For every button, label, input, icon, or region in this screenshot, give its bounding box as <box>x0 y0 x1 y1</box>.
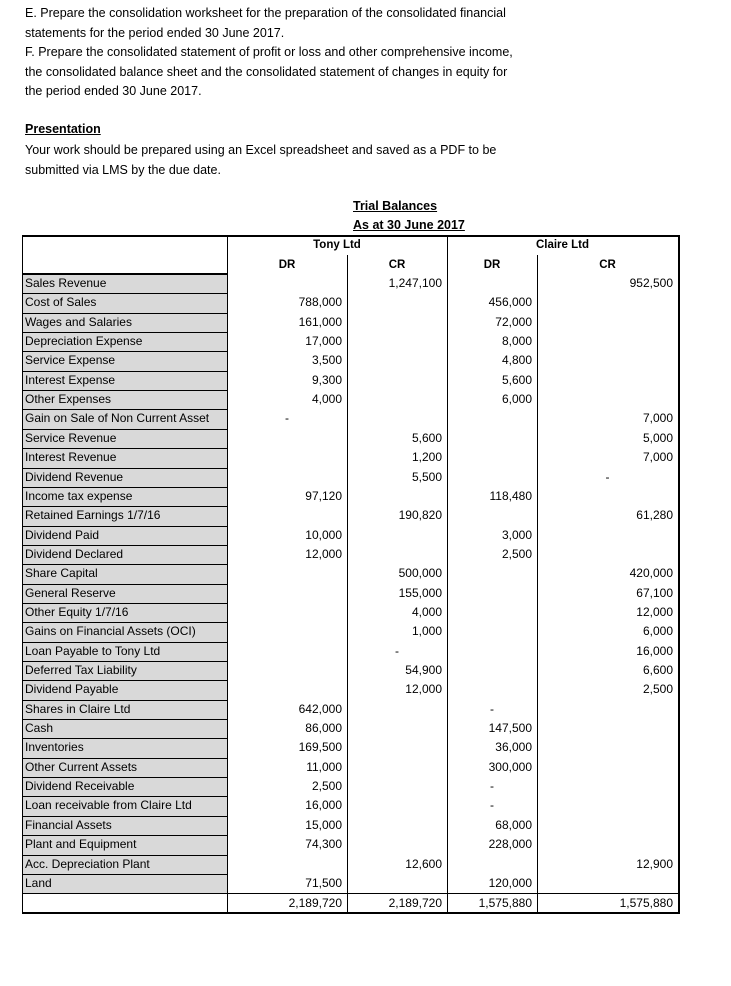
total-t-cr: 2,189,720 <box>388 896 442 911</box>
cell-c-dr: - <box>490 701 494 716</box>
row-label: Income tax expense <box>25 488 133 503</box>
instruction-line: the consolidated balance sheet and the consolidated statement of changes in equity for <box>25 64 508 79</box>
row-label: Dividend Declared <box>25 546 124 561</box>
cell-t-dr: 71,500 <box>305 875 342 890</box>
cell-t-dr: 9,300 <box>311 372 342 387</box>
cell-t-dr: 788,000 <box>298 295 342 310</box>
cell-t-dr: 16,000 <box>305 798 342 813</box>
row-label: Dividend Revenue <box>25 469 124 484</box>
row-label: Service Expense <box>25 353 116 368</box>
cell-c-dr: 228,000 <box>488 837 532 852</box>
cell-c-cr: 6,600 <box>642 663 673 677</box>
cell-c-dr: 68,000 <box>495 817 532 832</box>
cell-t-dr: 12,000 <box>305 546 342 561</box>
instructions <box>25 4 585 102</box>
row-label: Land <box>25 875 52 890</box>
cell-t-dr: 15,000 <box>305 817 342 832</box>
cell-t-cr: 500,000 <box>398 566 442 581</box>
cell-c-cr: 67,100 <box>636 585 673 600</box>
cell-c-dr: 300,000 <box>488 759 532 774</box>
cell-t-dr: 169,500 <box>298 740 342 755</box>
cell-c-cr: 5,000 <box>642 430 673 445</box>
presentation-heading: Presentation <box>25 122 101 136</box>
cell-c-dr: 8,000 <box>501 334 532 349</box>
row-label: Wages and Salaries <box>25 314 132 329</box>
row-label: Deferred Tax Liability <box>25 663 137 677</box>
cell-c-dr: 4,800 <box>501 353 532 368</box>
cell-t-dr: 17,000 <box>305 334 342 349</box>
row-label: General Reserve <box>25 585 116 600</box>
row-label: Other Current Assets <box>25 759 138 774</box>
cell-c-dr: 118,480 <box>489 488 532 503</box>
row-label: Acc. Depreciation Plant <box>25 856 150 871</box>
row-label: Service Revenue <box>25 430 117 445</box>
row-line <box>22 893 227 894</box>
cell-t-cr: 12,600 <box>405 856 442 871</box>
row-label: Gains on Financial Assets (OCI) <box>25 624 196 639</box>
cell-t-dr: 10,000 <box>305 527 342 542</box>
row-label: Share Capital <box>25 566 98 581</box>
column-header-dr: DR <box>483 259 501 271</box>
row-label: Interest Revenue <box>25 450 117 465</box>
column-header-dr: DR <box>278 259 296 271</box>
row-label: Interest Expense <box>25 372 116 387</box>
presentation-body <box>25 141 585 180</box>
cell-t-dr: - <box>285 411 289 426</box>
cell-t-dr: 4,000 <box>311 392 342 407</box>
column-header-cr: CR <box>599 259 616 271</box>
instruction-line: the period ended 30 June 2017. <box>25 84 202 98</box>
instruction-line: F. Prepare the consolidated statement of profit or loss and other comprehensive income, <box>25 45 513 59</box>
cell-c-dr: 72,000 <box>495 314 532 329</box>
cell-t-dr: 97,120 <box>305 488 342 503</box>
row-label: Retained Earnings 1/7/16 <box>25 508 161 523</box>
cell-c-dr: 456,000 <box>488 295 532 310</box>
instruction-line: statements for the period ended 30 June 2017. <box>25 25 285 40</box>
cell-c-cr: 952,500 <box>629 276 673 290</box>
cell-t-cr: 1,200 <box>411 450 442 465</box>
row-label: Loan Payable to Tony Ltd <box>25 643 161 658</box>
cell-t-cr: - <box>395 643 399 658</box>
row-label: Loan receivable from Claire Ltd <box>25 798 192 813</box>
total-t-dr: 2,189,720 <box>288 896 342 911</box>
cell-c-cr: 12,900 <box>636 856 673 871</box>
cell-c-cr: 16,000 <box>636 643 673 658</box>
row-label: Dividend Payable <box>25 682 119 697</box>
row-label: Cost of Sales <box>25 295 97 310</box>
total-c-dr: 1,575,880 <box>478 896 532 911</box>
cell-t-cr: 190,820 <box>398 508 442 523</box>
cell-c-cr: 61,280 <box>636 508 673 523</box>
cell-t-dr: 161,000 <box>298 314 342 329</box>
cell-c-cr: 7,000 <box>642 411 673 426</box>
cell-c-dr: 147,500 <box>488 721 532 736</box>
cell-t-dr: 11,000 <box>306 759 342 774</box>
company-header-claire: Claire Ltd <box>535 239 590 251</box>
cell-c-dr: - <box>490 798 494 813</box>
cell-t-cr: 54,900 <box>405 663 442 677</box>
cell-t-cr: 4,000 <box>411 604 442 619</box>
cell-t-cr: 12,000 <box>405 682 442 697</box>
row-label: Depreciation Expense <box>25 334 143 349</box>
cell-t-dr: 74,300 <box>305 837 342 852</box>
cell-c-dr: 5,600 <box>501 372 532 387</box>
cell-t-cr: 155,000 <box>398 585 442 600</box>
total-c-cr: 1,575,880 <box>619 896 673 911</box>
cell-c-dr: 36,000 <box>495 740 532 755</box>
table-right-border <box>678 235 680 914</box>
column-header-cr: CR <box>388 259 406 271</box>
cell-c-cr: 12,000 <box>636 604 673 619</box>
cell-t-cr: 1,000 <box>411 624 442 639</box>
instruction-line: E. Prepare the consolidation worksheet for the preparation of the consolidated financial <box>25 6 506 20</box>
row-label: Other Expenses <box>25 392 112 407</box>
cell-c-dr: - <box>490 779 494 794</box>
company-header-tony: Tony Ltd <box>313 239 361 251</box>
row-label: Inventories <box>25 740 84 755</box>
cell-t-cr: 5,500 <box>411 469 442 484</box>
cell-c-dr: 2,500 <box>501 546 532 561</box>
cell-t-dr: 2,500 <box>311 779 342 794</box>
row-label: Other Equity 1/7/16 <box>25 604 129 619</box>
cell-c-cr: 7,000 <box>642 450 673 465</box>
cell-t-cr: 1,247,100 <box>388 276 442 290</box>
cell-c-cr: 6,000 <box>642 624 673 639</box>
cell-c-cr: 420,000 <box>629 566 673 581</box>
trial-balance-subtitle: As at 30 June 2017 <box>353 218 465 232</box>
presentation-line: submitted via LMS by the due date. <box>25 162 221 177</box>
row-label: Sales Revenue <box>25 276 107 290</box>
cell-c-dr: 120,000 <box>488 875 532 890</box>
cell-t-dr: 642,000 <box>298 701 342 716</box>
presentation-line: Your work should be prepared using an Excel spreadsheet and saved as a PDF to be <box>25 143 497 157</box>
row-label: Dividend Paid <box>25 527 100 542</box>
row-label: Cash <box>25 721 54 736</box>
row-label: Plant and Equipment <box>25 837 137 852</box>
cell-t-dr: 3,500 <box>311 353 342 368</box>
cell-c-cr: - <box>605 469 610 484</box>
trial-balance-title: Trial Balances <box>353 199 438 213</box>
cell-c-cr: 2,500 <box>642 682 673 697</box>
cell-c-dr: 6,000 <box>501 392 532 407</box>
row-label: Gain on Sale of Non Current Asset <box>25 411 210 426</box>
row-label: Shares in Claire Ltd <box>25 701 131 716</box>
cell-t-dr: 86,000 <box>305 721 342 736</box>
cell-c-dr: 3,000 <box>501 527 532 542</box>
cell-t-cr: 5,600 <box>411 430 442 445</box>
row-label: Dividend Receivable <box>25 779 135 794</box>
row-label: Financial Assets <box>25 817 112 832</box>
